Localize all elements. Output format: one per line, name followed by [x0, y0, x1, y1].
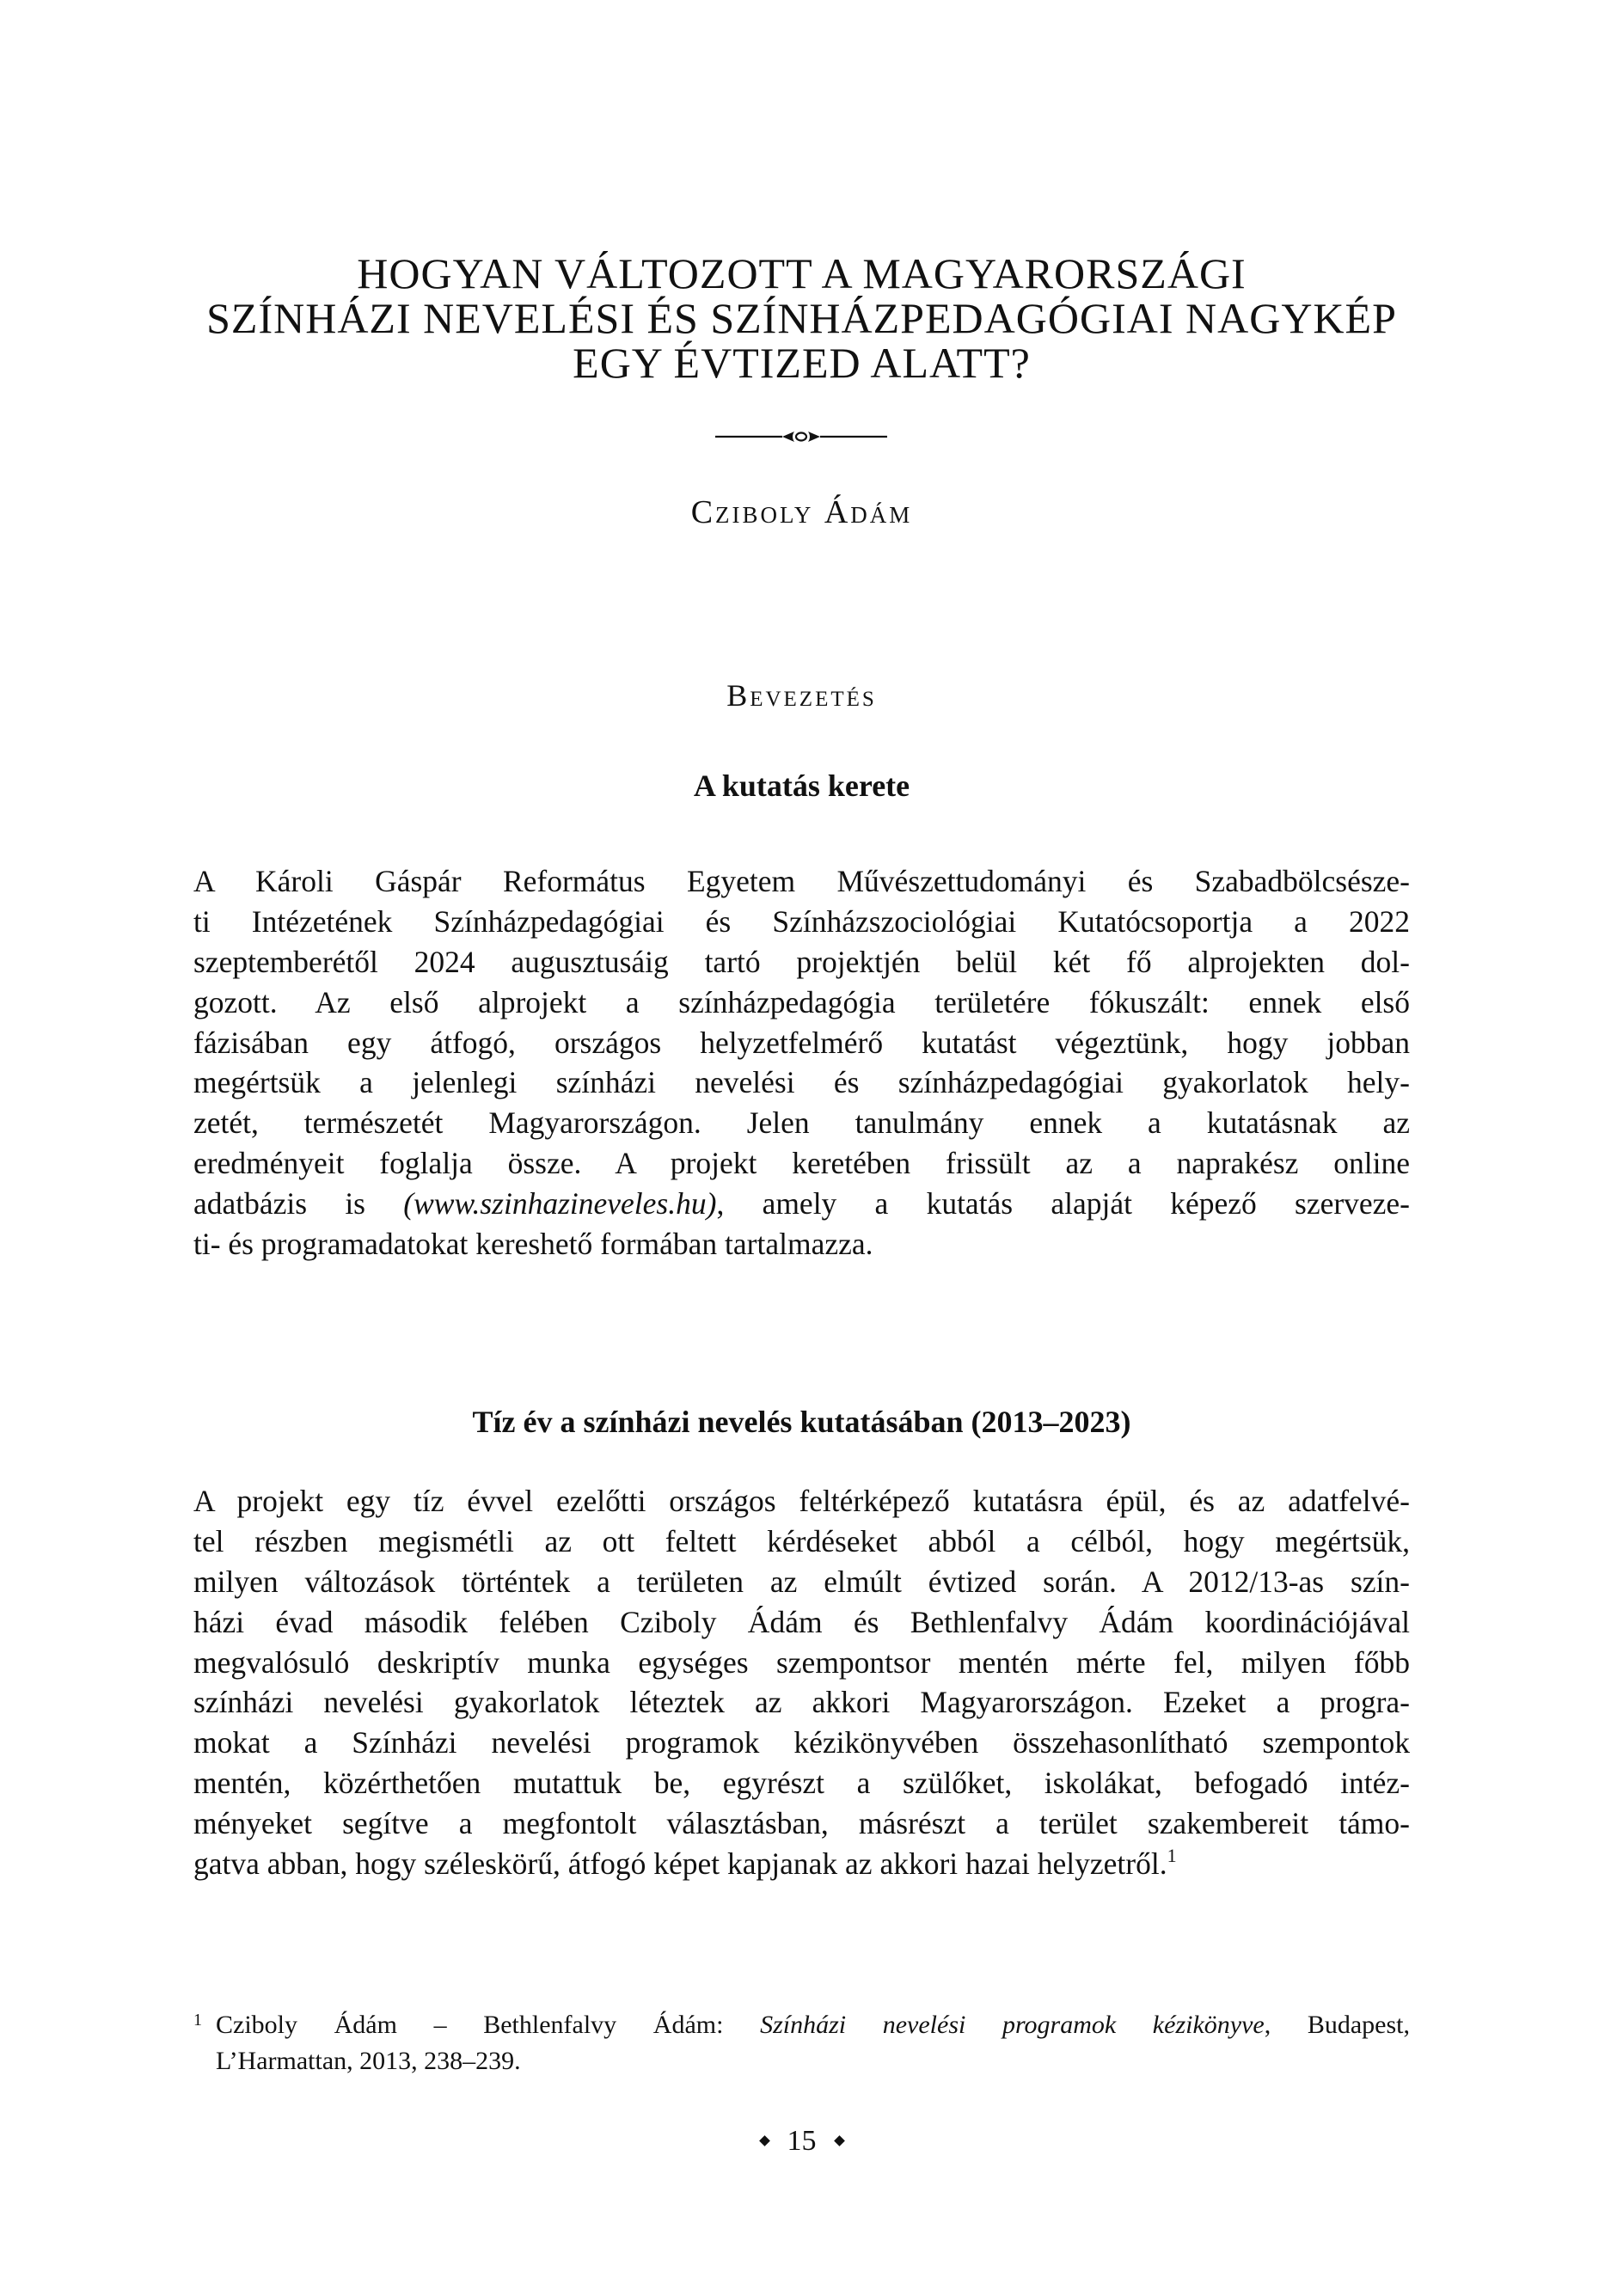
author-name: Cziboly Ádám [690, 494, 913, 530]
text-line: ti Intézetének Színházpedagógiai és Színházszociológiai Kutatócsoportja a 2022 [193, 903, 1410, 939]
text-line: tel részben megismétli az ott feltett kérdéseket abból a célból, hogy megértsük, [193, 1523, 1410, 1558]
text-line: milyen változások történtek a területen az elmúlt évtized során. A 2012/13-as szín- [193, 1564, 1410, 1599]
footnote-body [216, 2007, 1410, 2079]
text-line: A Károli Gáspár Református Egyetem Művészettudományi és Szabadbölcsésze- [193, 864, 1410, 898]
section-heading-introduction: Bevezetés [726, 678, 877, 713]
text-line: fázisában egy átfogó, országos helyzetfelmérő kutatást végeztünk, hogy jobban [193, 1025, 1410, 1060]
diamond-bullet-icon [759, 2135, 770, 2146]
text-line: ményeket segítve a megfontolt választásban, másrészt a terület szakembereit támo- [193, 1806, 1410, 1841]
text-line: ti- és programadatokat kereshető formában tartalmazza. [193, 1227, 873, 1262]
text-line: színházi nevelési gyakorlatok léteztek az akkori Magyarországon. Ezeket a progra- [193, 1685, 1410, 1720]
text-line: mentén, közérthetően mutattuk be, egyrészt a szülőket, iskolákat, befogadó intéz- [193, 1766, 1410, 1801]
website-link[interactable]: (www.szinhazineveles.hu) [403, 1186, 717, 1221]
title-line-2: SZÍNHÁZI NEVELÉSI ÉS SZÍNHÁZPEDAGÓGIAI NAGYKÉP [206, 294, 1397, 342]
footnote-line: L’Harmattan, 2013, 238–239. [216, 2047, 521, 2075]
text-line: házi évad második felében Cziboly Ádám és Bethlenfalvy Ádám koordinációjával [193, 1604, 1410, 1639]
footnote-mark: 1 [193, 2011, 202, 2030]
subsection-heading-research-framework: A kutatás kerete [693, 768, 910, 803]
text-fragment: adatbázis is [193, 1186, 404, 1221]
ornament-divider-icon [715, 426, 887, 447]
text-line: A projekt egy tíz évvel ezelőtti országos feltérképező kutatásra épül, és az adatfelvé- [193, 1484, 1410, 1518]
subsection-heading-ten-years: Tíz év a színházi nevelés kutatásában (2013–2023) [472, 1405, 1131, 1439]
text-line: eredményeit foglalja össze. A projekt keretében frissült az a naprakész online [193, 1146, 1410, 1181]
text-line: zetét, természetét Magyarországon. Jelen tanulmány ennek a kutatásnak az [193, 1105, 1410, 1141]
text-line: mokat a Színházi nevelési programok kézikönyvében összehasonlítható szempontok [193, 1725, 1410, 1760]
diamond-bullet-icon [834, 2135, 845, 2146]
footnote-reference[interactable]: 1 [1167, 1845, 1177, 1867]
text-line: gozott. Az első alprojekt a színházpedagógia területére fókuszált: ennek első [193, 984, 1410, 1019]
footnote [193, 2007, 1410, 2079]
page-number [193, 2125, 1410, 2158]
article-title [193, 251, 1410, 385]
page-number-value: 15 [787, 2125, 817, 2157]
paragraph-research-framework [193, 861, 1410, 1264]
text-line: megvalósuló deskriptív munka egységes szempontsor mentén mérte fel, milyen főbb [193, 1644, 1410, 1680]
footnote-book-title: Színházi nevelési programok kézikönyve [760, 2011, 1265, 2039]
paragraph-ten-years [193, 1481, 1410, 1884]
text-fragment: gatva abban, hogy széleskörű, átfogó képet kapjanak az akkori hazai helyzetről. [193, 1846, 1167, 1882]
title-line-3: EGY ÉVTIZED ALATT? [573, 339, 1031, 387]
text-line [193, 1844, 1410, 1884]
footnote-authors: Cziboly Ádám – Bethlenfalvy Ádám: [216, 2011, 761, 2039]
text-fragment: , amely a kutatás alapját képező szerveze- [716, 1186, 1411, 1221]
footnote-line [216, 2007, 1410, 2043]
text-line: megértsük a jelenlegi színházi nevelési és színházpedagógiai gyakorlatok hely- [193, 1065, 1410, 1100]
text-line [193, 1184, 1410, 1224]
text-line: szeptemberétől 2024 augusztusáig tartó projektjén belül két fő alprojekten dol- [193, 944, 1410, 979]
footnote-place: , Budapest, [1264, 2011, 1410, 2039]
title-line-1: HOGYAN VÁLTOZOTT A MAGYARORSZÁGI [357, 249, 1247, 297]
